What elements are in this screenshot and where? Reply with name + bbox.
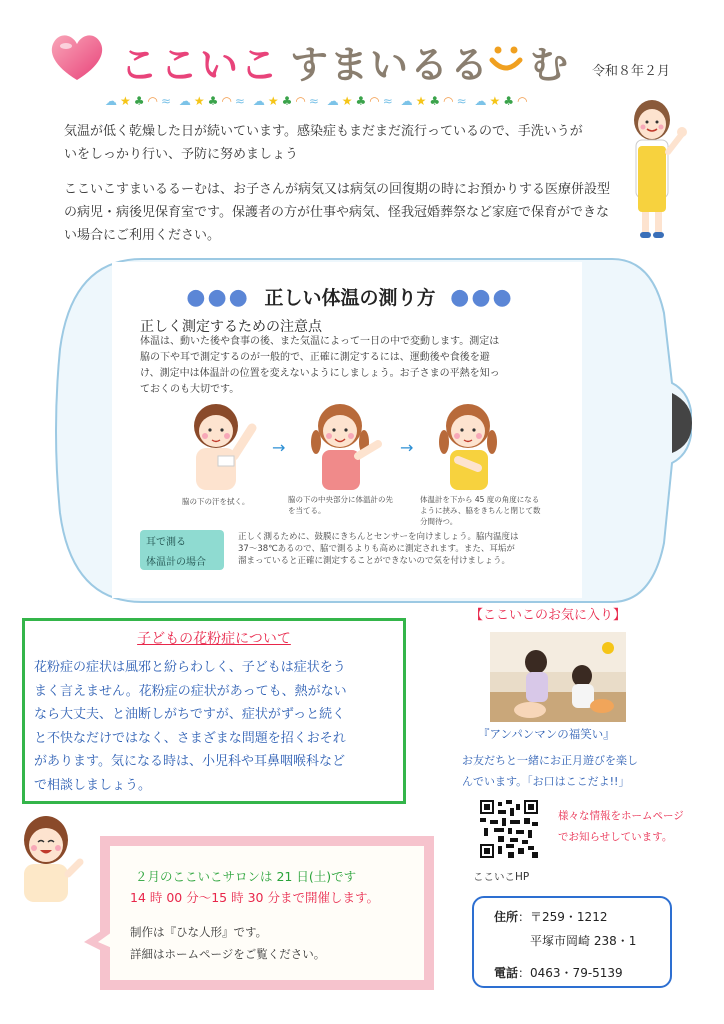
arrow-right-icon: → xyxy=(400,438,414,457)
salon-date-line: ２月のここいこサロンは 21 日(土)です xyxy=(135,869,357,884)
pollen-body xyxy=(34,656,398,797)
dots-right-icon: ●●● xyxy=(450,285,514,310)
intro-p2-line1: ここいこすまいるるーむは、お子さんが病気又は病気の回復期の時にお預かりする医療併設型 xyxy=(64,182,611,197)
step3-hold-thermometer-illustration xyxy=(428,398,512,498)
phone-row xyxy=(494,964,623,981)
salon-time-line: 14 時 00 分～15 時 30 分まで開催します。 xyxy=(130,890,379,905)
favorite-text-line1: お友だちと一緒にお正月遊びを楽し xyxy=(462,754,638,767)
waving-woman-illustration xyxy=(16,812,86,902)
decorative-border: ☁ ★ ♣ ◠ ≈ ☁ ★ ♣ ◠ ≈ ☁ ★ ♣ ◠ ≈ ☁ ★ ♣ ◠ ≈ ☁ ★ ♣ ◠ ≈ ☁ ★ ♣ ◠ xyxy=(105,94,529,108)
ear-thermometer-text xyxy=(238,531,568,567)
postal-code: ：〒259・1212 xyxy=(518,910,608,924)
thermometer-subtitle: 正しく測定するための注意点 xyxy=(140,319,322,335)
children-playing-photo xyxy=(490,632,626,722)
pollen-title: 子どもの花粉症について xyxy=(137,631,291,647)
thermometer-section-title xyxy=(180,283,520,310)
favorite-text-line2: んでいます。「お口はここだよ!!」 xyxy=(462,775,630,788)
favorite-description xyxy=(462,750,672,792)
homepage-info xyxy=(558,806,718,848)
pollen-line5: があります。気になる時は、小児科や耳鼻咽喉科など xyxy=(34,754,345,769)
phone-label: 電話 xyxy=(494,966,519,980)
pollen-line4: と不快なだけではなく、さまざまな問題を招くおそれ xyxy=(34,730,346,746)
nurse-girl-illustration xyxy=(622,94,688,242)
intro-p1-line1: 気温が低く乾燥した日が続いています。感染症もまだまだ流行っているので、手洗いうが xyxy=(64,124,583,139)
step2-caption-line2: を当てる。 xyxy=(288,506,326,515)
pollen-line2: まく言えません。花粉症の症状があっても、熱がない xyxy=(34,683,347,699)
issue-date: 令和８年２月 xyxy=(592,64,671,79)
intro-paragraph-2 xyxy=(64,178,624,247)
intro-p1-line2: いをしっかり行い、予防に努めましょう xyxy=(64,147,299,162)
heart-logo-icon xyxy=(48,30,106,84)
thermometer-body-line2: 脇の下や耳で測定するのが一般的で、正確に測定するには、運動後や食後を避 xyxy=(140,352,490,363)
address-line2: 平塚市岡崎 238・1 xyxy=(530,934,637,948)
step3-caption-line1: 体温計を下から 45 度の角度になる xyxy=(420,495,540,504)
step1-caption: 脇の下の汗を拭く。 xyxy=(182,497,250,506)
salon-craft-line: 制作は『ひな人形』です。 xyxy=(130,925,268,939)
qr-code-icon[interactable] xyxy=(480,800,538,858)
title-mu: む xyxy=(530,43,569,87)
ear-text-line3: 溜まっていると正確に測定することができないので気を付けましょう。 xyxy=(238,556,511,566)
ear-text-line2: 37～38℃あるので、脇で測るよりも高めに測定されます。また、耳垢が xyxy=(238,544,515,554)
salon-detail-line: 詳細はホームページをご覧ください。 xyxy=(130,947,326,961)
ear-label-line1: 耳で測る xyxy=(146,537,186,548)
title-kokoiko: ここいこ xyxy=(120,43,281,87)
step2-caption-line1: 脇の下の中央部分に体温計の先 xyxy=(288,495,393,504)
dots-left-icon: ●●● xyxy=(186,285,250,310)
homepage-text-line2: でお知らせしています。 xyxy=(558,831,673,843)
smile-icon xyxy=(486,38,526,78)
favorite-title: 【ここいこのお気に入り】 xyxy=(470,608,627,623)
thermometer-title-text: 正しい体温の測り方 xyxy=(264,287,436,309)
ear-label-line2: 体温計の場合 xyxy=(146,557,206,568)
step2-caption xyxy=(288,494,408,516)
intro-p2-line3: い場合にご利用ください。 xyxy=(64,228,221,243)
step2-place-thermometer-illustration xyxy=(300,398,384,498)
step3-caption-line2: ように挟み、脇をきちんと閉じて数 xyxy=(420,506,541,515)
step3-caption xyxy=(420,494,560,527)
speech-bubble-pointer xyxy=(82,920,112,960)
pollen-line6: で相談しましょう。 xyxy=(34,777,152,793)
title-sumairuru: すまいるる xyxy=(290,43,491,87)
intro-p2-line2: の病児・病後児保育室です。保護者の方が仕事や病気、怪我冠婚葬祭など家庭で保育ができな xyxy=(64,205,609,220)
homepage-text-line1: 様々な情報をホームページ xyxy=(558,810,684,822)
phone-number[interactable]: ：0463・79-5139 xyxy=(518,966,623,980)
thermometer-body-line3: け、測定中は体温計の位置を変えないようにしましょう。お子さまの平熱を知っ xyxy=(140,368,500,379)
thermometer-body-line4: ておくのも大切です。 xyxy=(140,384,240,395)
favorite-caption: 『アンパンマンの福笑い』 xyxy=(478,727,615,741)
address-row xyxy=(494,908,607,925)
step1-wipe-sweat-illustration xyxy=(176,398,260,498)
address-label: 住所 xyxy=(494,910,519,924)
pollen-line3: なら大丈夫、と油断しがちですが、症状がずっと続く xyxy=(34,707,346,722)
pollen-line1: 花粉症の症状は風邪と紛らわしく、子どもは症状をう xyxy=(34,660,346,675)
arrow-right-icon: → xyxy=(272,438,286,457)
thermometer-body xyxy=(140,334,560,398)
thermometer-body-line1: 体温は、動いた後や食事の後、また気温によって一日の中で変動します。測定は xyxy=(140,336,500,347)
step3-caption-line3: 分間待つ。 xyxy=(420,517,458,526)
homepage-label: ここいこHP xyxy=(473,871,530,883)
ear-text-line1: 正しく測るために、鼓膜にきちんとセンサーを向けましょう。脇内温度は xyxy=(238,532,519,542)
intro-paragraph-1 xyxy=(64,120,624,166)
